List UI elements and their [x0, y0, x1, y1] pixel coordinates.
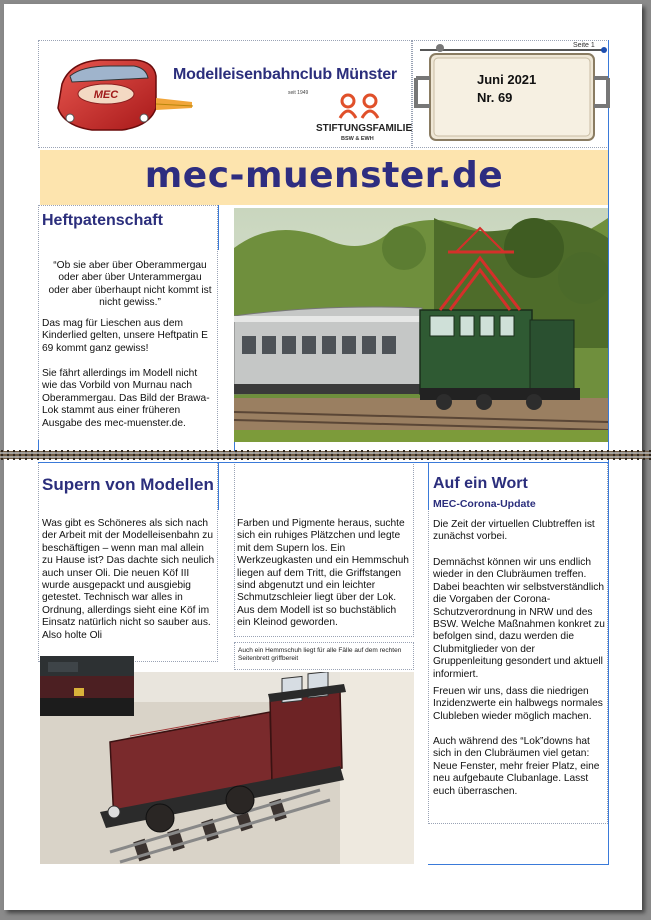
brake-shoe-inset-photo [40, 656, 134, 716]
website-banner [40, 150, 608, 205]
article1-paragraph-1: Das mag für Lieschen aus dem Kinderlied gelten, unsere Heftpatin E 69 kommt ganz gewiss! [42, 318, 208, 354]
article3-paragraph-4: Auch während des “Lok”downs hat sich in den Clubräumen viel getan: Neue Fenster, mehr freier Platz, eine neu aufgebaute Clubanlage. Lasst euch überraschen. [433, 736, 600, 797]
issue-number: Nr. 69 [477, 90, 513, 105]
foundation-label: STIFTUNGSFAMILIE [316, 123, 413, 134]
website-banner-text: mec-muenster.de [144, 155, 504, 196]
issue-date: Juni 2021 [477, 72, 537, 87]
mec-logo [52, 52, 194, 138]
since-label: seit 1949 [288, 90, 309, 96]
article3-heading: Auf ein Wort [433, 475, 528, 492]
article3-paragraph-1: Die Zeit der virtuellen Clubtreffen ist zunächst vorbei. [433, 519, 595, 543]
article1-paragraph-2: Sie fährt allerdings im Modell nicht wie das Vorbild von Murnau nach Oberammergau. Das Bild der Brawa-Lok stammt aus einer früheren Ausgabe des mec-muenster.de. [42, 368, 210, 429]
locomotive-e69-photo [234, 208, 608, 442]
article2-column-2: Farben und Pigmente heraus, suchte sich ein ruhiges Plätzchen und legte mit dem Supern los. Ein Werkzeugkasten und ein Hemmschuh liegen auf dem Tritt, die Griffstangen sind abgenutzt und ein leichter Schmutzschleier liegt über der Lok. Aus dem Modell ist so buchstäblich ein Kleinod geworden. [237, 518, 409, 629]
logo-text: MEC [93, 89, 119, 101]
article2-heading: Supern von Modellen [42, 475, 214, 494]
article3-subheading: MEC-Corona-Update [433, 498, 536, 510]
article1-quote: “Ob sie aber über Oberammergau oder aber über Unterammergau oder aber überhaupt nicht kommt ist nicht gewiss.” [48, 260, 212, 309]
stiftung-emblem-icon [336, 92, 382, 120]
foundation-sub-label: BSW & EWH [341, 136, 374, 142]
photo-caption: Auch ein Hemmschuh liegt für alle Fälle auf dem rechten Seitenbrett griffbereit [238, 647, 402, 662]
article2-column-1: Was gibt es Schöneres als sich nach der Arbeit mit der Modelleisenbahn zu beschäftigen – wenn man mal allein zu Hause ist? Das dachte sich neulich auch unser Oli. Die neuen Köf III wurde ausgepackt und ausgiebig getestet. Technisch war alles in Ordnung, allerdings sieht eine Köf im Einsatz natürlich nicht so sauber aus. Also holte Oli [42, 518, 215, 641]
article3-paragraph-2: Demnächst können wir uns endlich wieder in den Clubräumen treffen. Dabei beachten wir selbstverständlich die Vorgaben der Corona-Schutzverordnung in NRW und des BSW. Welche Maßnahmen konkret zu befolgen sind, dazu werden die Clubmitglieder von der Gruppenleitung gesondert und aktuell informiert. [433, 557, 605, 680]
article1-heading: Heftpatenschaft [42, 212, 163, 229]
page-label: Seite 1 [573, 42, 595, 49]
article3-paragraph-3: Freuen wir uns, dass die niedrigen Inzidenzwerte ein halbwegs normales Clubleben wieder möglich machen. [433, 686, 603, 722]
track-divider [0, 449, 651, 461]
club-name: Modelleisenbahnclub Münster [173, 66, 397, 83]
